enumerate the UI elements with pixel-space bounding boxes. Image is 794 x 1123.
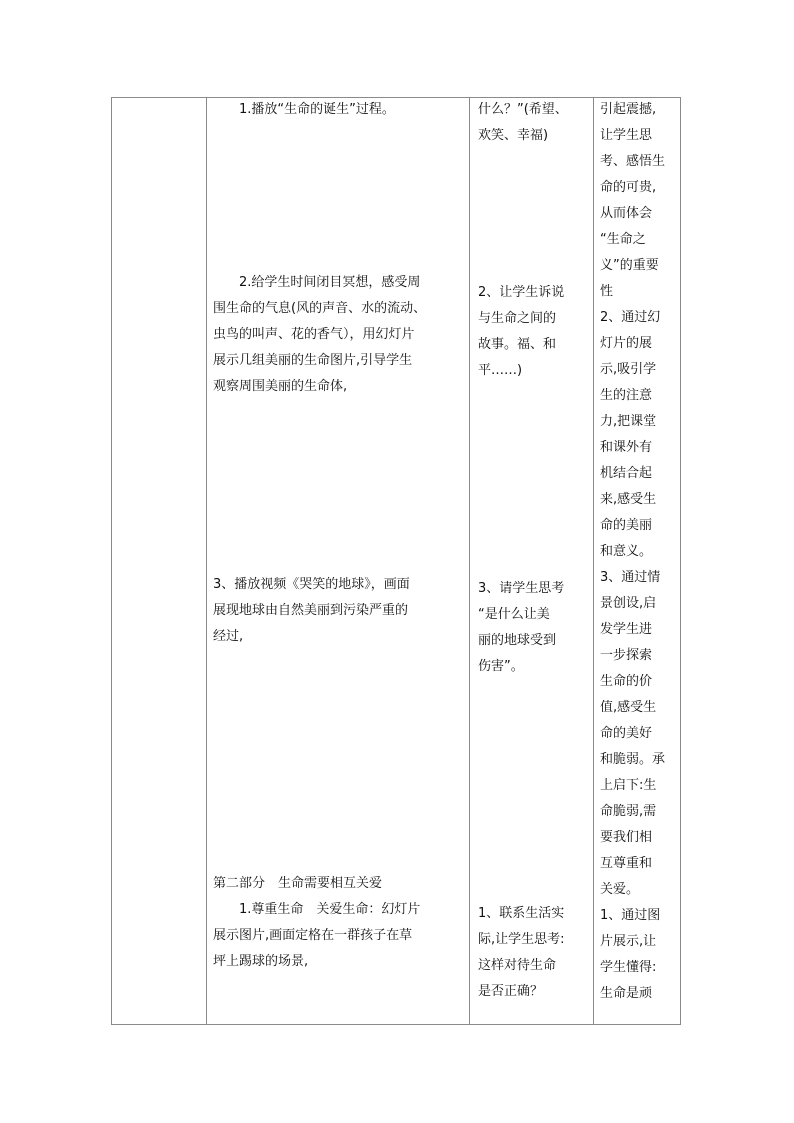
student-item-4-line: 是否正确？ bbox=[478, 984, 544, 999]
intent-line: 来,感受生 bbox=[600, 492, 657, 507]
intent-line: 关爱。 bbox=[600, 882, 640, 897]
column-divider-1 bbox=[206, 98, 207, 1024]
intent-line: 1、通过图 bbox=[600, 908, 661, 923]
intent-line: 考、感悟生 bbox=[600, 154, 666, 169]
intent-line: 引起震撼, bbox=[600, 102, 657, 117]
intent-line: 学生懂得: bbox=[600, 960, 657, 975]
intent-line: 义”的重要 bbox=[600, 258, 659, 273]
student-item-3-line: 丽的地球受到 bbox=[478, 633, 557, 648]
student-item-3-line: 3、请学生思考 bbox=[478, 581, 565, 596]
student-item-4-line: 1、联系生活实 bbox=[478, 906, 565, 921]
intent-line: “生命之 bbox=[600, 232, 646, 247]
process-part2-item-1-line: 1.尊重生命 关爱生命：幻灯片 bbox=[213, 902, 421, 917]
student-item-2-line: 2、让学生诉说 bbox=[478, 285, 565, 300]
process-item-3-line: 展现地球由自然美丽到污染严重的 bbox=[213, 603, 409, 618]
student-item-3-line: 伤害”。 bbox=[478, 659, 524, 674]
process-item-2-line: 2.给学生时间闭目冥想，感受周 bbox=[213, 275, 421, 290]
part-2-heading: 第二部分 生命需要相互关爱 bbox=[213, 876, 383, 891]
student-item-4-line: 这样对待生命 bbox=[478, 958, 557, 973]
intent-line: 性 bbox=[600, 284, 614, 299]
student-item-2-line: 故事。福、和 bbox=[478, 337, 557, 352]
intent-line: 灯片的展 bbox=[600, 336, 653, 351]
intent-line: 互尊重和 bbox=[600, 856, 653, 871]
intent-line: 发学生进 bbox=[600, 622, 653, 637]
student-item-2-line: 与生命之间的 bbox=[478, 311, 557, 326]
process-part2-item-1-line: 坪上踢球的场景, bbox=[213, 954, 309, 969]
intent-line: 和课外有 bbox=[600, 440, 653, 455]
lesson-plan-table bbox=[111, 97, 681, 1025]
intent-line: 片展示,让 bbox=[600, 934, 657, 949]
intent-line: 命的美丽 bbox=[600, 518, 653, 533]
process-item-2-line: 展示几组美丽的生命图片,引导学生 bbox=[213, 353, 413, 368]
column-divider-3 bbox=[593, 98, 594, 1024]
process-item-1: 1.播放“生命的诞生”过程。 bbox=[213, 102, 395, 117]
intent-line: 命的可贵, bbox=[600, 180, 657, 195]
student-item-2-line: 平……) bbox=[478, 363, 523, 378]
process-item-2-line: 观察周围美丽的生命体, bbox=[213, 379, 348, 394]
student-item-1-line: 什么？”(希望、 bbox=[478, 102, 568, 117]
student-item-3-line: “是什么让美 bbox=[478, 607, 550, 622]
intent-line: 机结合起 bbox=[600, 466, 653, 481]
column-divider-2 bbox=[469, 98, 470, 1024]
intent-line: 生命是顽 bbox=[600, 986, 653, 1001]
student-item-4-line: 际,让学生思考: bbox=[478, 932, 565, 947]
intent-line: 和脆弱。承 bbox=[600, 752, 666, 767]
intent-line: 上启下:生 bbox=[600, 778, 657, 793]
intent-line: 让学生思 bbox=[600, 128, 653, 143]
intent-line: 景创设,启 bbox=[600, 596, 657, 611]
process-item-2-line: 围生命的气息(风的声音、水的流动、 bbox=[213, 301, 427, 316]
intent-line: 3、通过情 bbox=[600, 570, 661, 585]
intent-line: 2、通过幻 bbox=[600, 310, 661, 325]
process-item-3-line: 3、播放视频《哭笑的地球》，画面 bbox=[213, 577, 410, 592]
intent-line: 命脆弱,需 bbox=[600, 804, 657, 819]
process-part2-item-1-line: 展示图片,画面定格在一群孩子在草 bbox=[213, 928, 413, 943]
intent-line: 力,把课堂 bbox=[600, 414, 657, 429]
process-item-2-line: 虫鸟的叫声、花的香气），用幻灯片 bbox=[213, 327, 415, 342]
intent-line: 生的注意 bbox=[600, 388, 653, 403]
intent-line: 命的美好 bbox=[600, 726, 653, 741]
process-item-3-line: 经过, bbox=[213, 629, 244, 644]
intent-line: 示,吸引学 bbox=[600, 362, 657, 377]
intent-line: 值,感受生 bbox=[600, 700, 657, 715]
intent-line: 和意义。 bbox=[600, 544, 653, 559]
intent-line: 一步探索 bbox=[600, 648, 653, 663]
intent-line: 从而体会 bbox=[600, 206, 653, 221]
intent-line: 生命的价 bbox=[600, 674, 653, 689]
intent-line: 要我们相 bbox=[600, 830, 653, 845]
student-item-1-line: 欢笑、幸福) bbox=[478, 128, 549, 143]
